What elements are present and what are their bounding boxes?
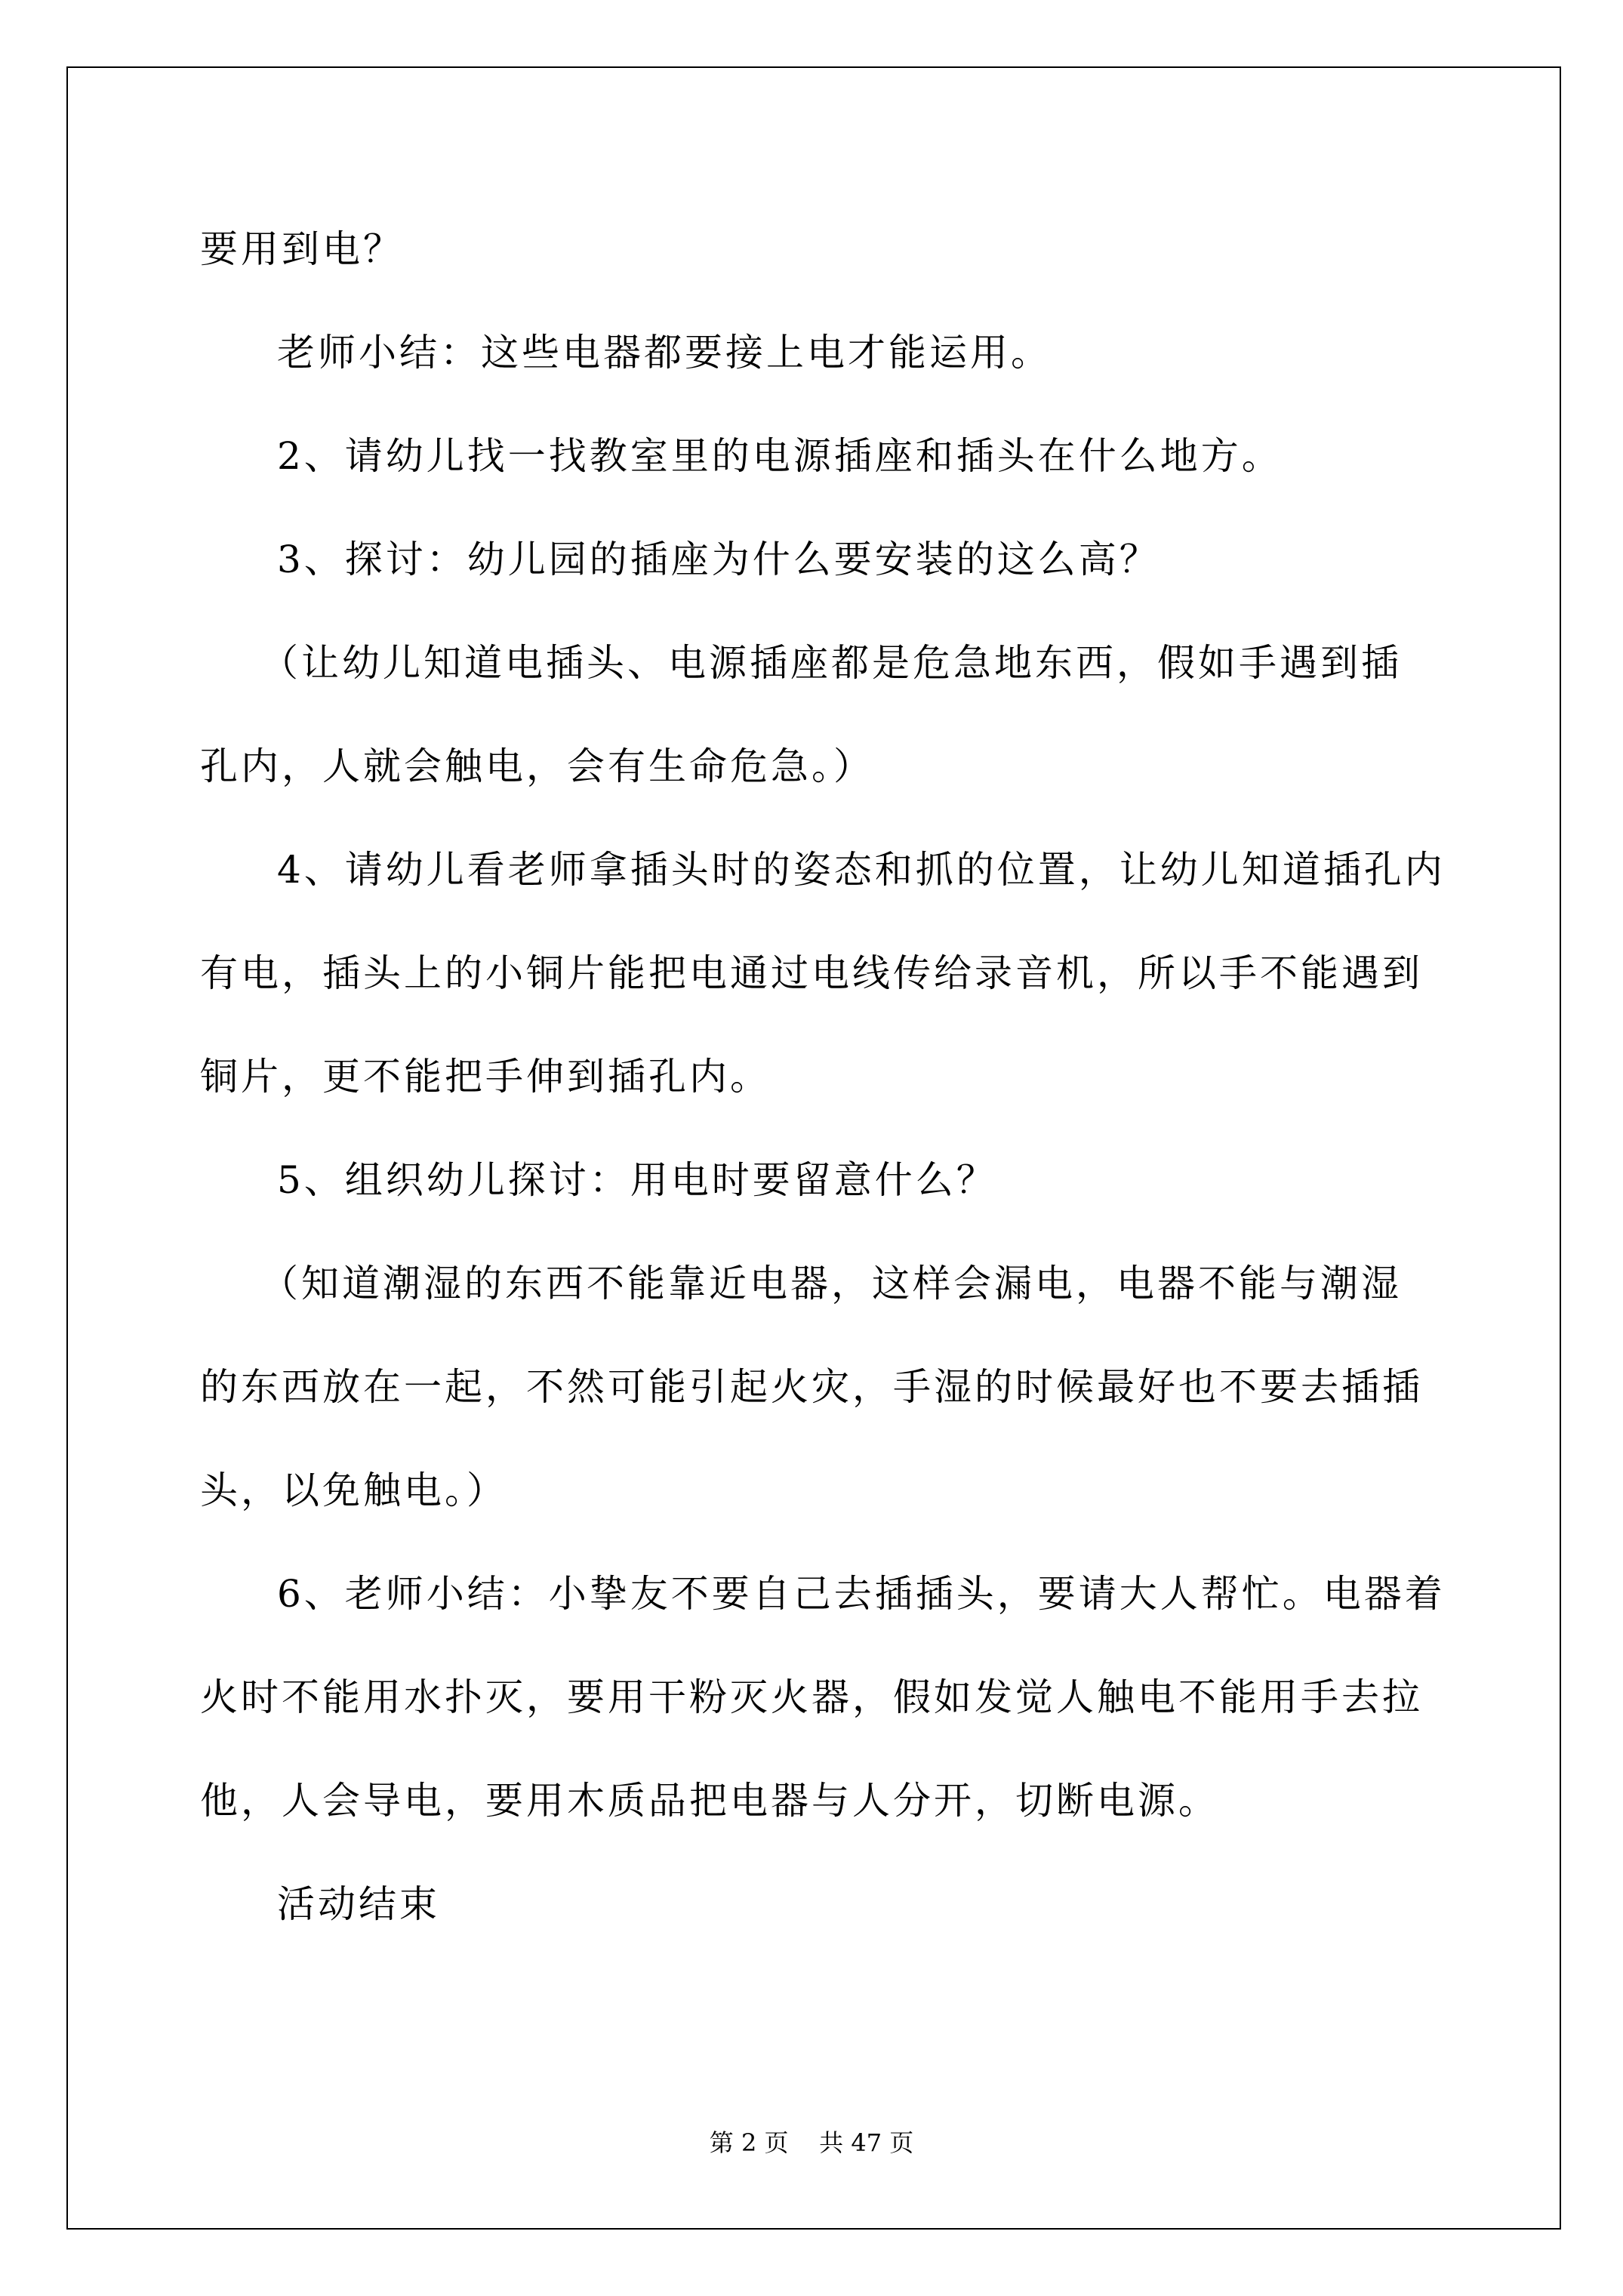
text-line: 有电，插头上的小铜片能把电通过电线传给录音机，所以手不能遇到 xyxy=(200,951,1423,995)
text-line: （让幼儿知道电插头、电源插座都是危急地东西，假如手遇到插 xyxy=(260,641,1402,685)
text-line: （知道潮湿的东西不能靠近电器，这样会漏电，电器不能与潮湿 xyxy=(260,1262,1402,1305)
text-line: 5、组织幼儿探讨：用电时要留意什么？ xyxy=(277,1158,997,1202)
text-line: 他，人会导电，要用木质品把电器与人分开，切断电源。 xyxy=(200,1779,1219,1823)
text-line: 要用到电？ xyxy=(200,227,404,271)
page-number: 第 2 页 共 47 页 xyxy=(709,2128,914,2157)
text-line: 头，以免触电。） xyxy=(200,1469,507,1512)
text-line: 铜片，更不能把手伸到插孔内。 xyxy=(200,1055,771,1099)
text-line: 老师小结：这些电器都要接上电才能运用。 xyxy=(277,331,1052,374)
text-line: 6、老师小结：小挚友不要自己去插插头，要请大人帮忙。电器着 xyxy=(277,1572,1446,1616)
text-line: 3、探讨：幼儿园的插座为什么要安装的这么高？ xyxy=(277,538,1160,581)
text-line: 4、请幼儿看老师拿插头时的姿态和抓的位置，让幼儿知道插孔内 xyxy=(277,848,1446,892)
text-line: 2、请幼儿找一找教室里的电源插座和插头在什么地方。 xyxy=(277,434,1283,478)
text-line: 的东西放在一起，不然可能引起火灾，手湿的时候最好也不要去插插 xyxy=(200,1365,1423,1409)
text-line: 活动结束 xyxy=(277,1882,440,1926)
text-line: 火时不能用水扑灭，要用干粉灭火器，假如发觉人触电不能用手去拉 xyxy=(200,1675,1423,1719)
text-line: 孔内，人就会触电，会有生命危急。） xyxy=(200,744,874,788)
